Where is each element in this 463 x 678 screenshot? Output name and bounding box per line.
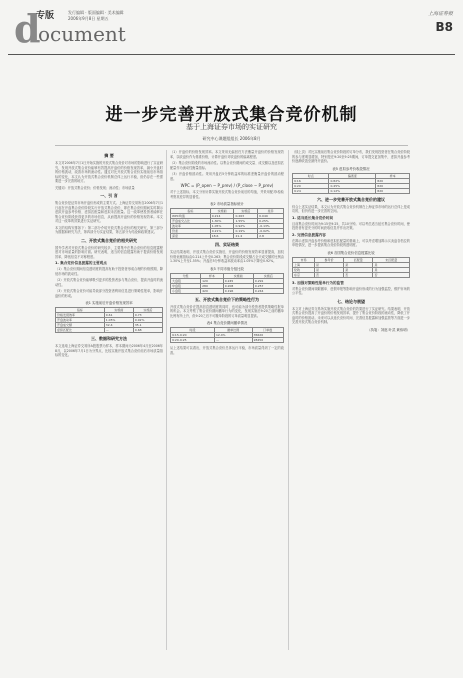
table-cell: 是 bbox=[344, 267, 373, 272]
table-cell: 上海 bbox=[293, 262, 315, 267]
article-byline: 研究中心课题组组长 2006年8月 bbox=[202, 136, 261, 141]
brand-name: 上海证券报 bbox=[427, 11, 453, 17]
masthead-meta-2: 2006年9月8日 星期五 bbox=[68, 16, 109, 21]
table-cell: 1.05% bbox=[104, 318, 133, 323]
data-table bbox=[292, 173, 410, 194]
body-paragraph: 开放式集合竞价在提高信息透明度的同时，也可能为部分投资者提供策略性报单的机会。本文考察了集合竞价期间撤单行为的变化，发现实施后9:20之前的撤单比例有所上升，但9:20之后不可撤单阶段的订单质量明显提高。 bbox=[170, 304, 284, 318]
table-header-cell: 实施后 bbox=[133, 308, 162, 313]
table-cell: — bbox=[104, 328, 133, 333]
body-paragraph: （3）开盘价格波动性。采用开盘后5分钟收益率的标准差衡量开盘价的波动程度。 bbox=[170, 172, 284, 181]
table-caption: 表5 虚拟参考价收敛情况 bbox=[332, 166, 370, 171]
body-paragraph: 目前集合竞价时间为9:15至9:25，共10分钟。可以考虑适当延长集合竞价时间，使投资者有更充分的时间获取信息并作出决策。 bbox=[292, 221, 410, 230]
table-header-cell: 样本 bbox=[201, 273, 224, 278]
body-paragraph: 本文选取上海证券交易所A股股票为样本，样本期间为2006年4月至2006年8月，以2006年7月1日为分界点，比较实施开放式集合竞价前后市场质量指标的变化。 bbox=[55, 344, 163, 357]
table-header-cell: 实施前 bbox=[223, 273, 253, 278]
table-cell: 0.244 bbox=[253, 288, 283, 293]
table-cell: 0.19% bbox=[234, 229, 258, 234]
table-cell: 0.12% bbox=[329, 188, 376, 193]
data-table bbox=[55, 307, 163, 333]
body-paragraph: 对集合竞价期间频繁撤单、虚假申报等影响开盘价形成的行为加强监控，维护市场的公平性。 bbox=[292, 286, 410, 295]
article-title: 进一步完善开放式集合竞价机制 bbox=[105, 105, 358, 125]
table-cell: 中盘股 bbox=[171, 283, 201, 288]
article-subtitle: 基于上海证券市场的实证研究 bbox=[186, 123, 277, 131]
table-cell: 18.6 bbox=[210, 234, 234, 239]
section-heading: 七、结论与展望 bbox=[337, 298, 365, 304]
table-cell: 0.25% bbox=[258, 219, 284, 224]
masthead-divider bbox=[8, 54, 455, 55]
table-cell: 420 bbox=[201, 288, 224, 293]
table-cell: 0.263 bbox=[234, 214, 258, 219]
title-divider bbox=[55, 145, 408, 146]
table-cell: 开盘波动率 bbox=[56, 318, 105, 323]
table-cell: 9:15-9:20 bbox=[171, 333, 215, 338]
table-cell: 否 bbox=[314, 272, 343, 277]
table-header-cell: 实施前 bbox=[210, 209, 234, 214]
table-cell: 0.92% bbox=[133, 318, 162, 323]
table-caption: 表6 各国集合竞价信息披露比较 bbox=[327, 250, 375, 255]
section-heading: 四、实证结果 bbox=[215, 242, 239, 247]
table-header-cell: 样本 bbox=[376, 173, 410, 178]
table-caption: 表4 集合竞价期间撤单情况 bbox=[206, 321, 248, 325]
table-cell: 0.214 bbox=[210, 214, 234, 219]
table-cell: 0.257 bbox=[253, 283, 283, 288]
article-column-2 bbox=[170, 150, 284, 655]
table-cell: 0.049 bbox=[258, 214, 284, 219]
table-row bbox=[171, 338, 284, 343]
table-cell: 是 bbox=[314, 262, 343, 267]
table-header-cell: 参考价 bbox=[314, 257, 343, 262]
body-paragraph: 本文对2006年7月1日开始实施的开放式集合竞价对市场的影响进行了实证研究，发现开放式集合竞价能够有效提高开盘价的价格发现效率，减小开盘时的价格波动，改善市场的流动性。通过对比开放式集合竞价实施前后市场指标的变化，本文认为开放式集合竞价机制总体上运行平稳，但仍存在一些需要进一步完善的地方。 bbox=[55, 161, 163, 183]
table-cell: 开盘成交占比 bbox=[171, 219, 211, 224]
subsection-heading: 1. 适当延长集合竞价时间 bbox=[292, 215, 334, 220]
table-cell: 是 bbox=[373, 262, 410, 267]
table-row bbox=[56, 328, 163, 333]
table-caption: 表1 实施前后开盘价格发现效率 bbox=[85, 301, 133, 305]
body-paragraph: 在揭示虚拟开盘参考价格和虚拟匹配量的基础上，可以考虑增加揭示买卖盘各档位的申报情况，进一步提高集合竞价阶段的透明度。 bbox=[292, 238, 410, 247]
table-header-cell: 指标 bbox=[56, 308, 105, 313]
section-heading: 六、进一步完善开放式集合竞价的建议 bbox=[317, 196, 385, 202]
table-cell: 9:24 bbox=[293, 188, 329, 193]
table-header-cell: 偏离度 bbox=[329, 173, 376, 178]
section-heading: 二、开放式集合竞价的相关研究 bbox=[81, 237, 137, 243]
table-cell: 深度 bbox=[171, 234, 211, 239]
table-cell: 9:16 bbox=[293, 178, 329, 183]
table-cell: 虚拟匹配比 bbox=[56, 328, 105, 333]
table-cell: 小盘股 bbox=[171, 288, 201, 293]
subsection-heading: 3. 加强对策略性报单行为的监管 bbox=[292, 280, 344, 285]
table-cell: -0.13% bbox=[258, 224, 284, 229]
table-cell: 开盘成交额 bbox=[56, 323, 105, 328]
table-header-cell: 撤单比例 bbox=[214, 328, 252, 333]
section-heading: 一、引 言 bbox=[100, 193, 118, 198]
table-cell: 21.4 bbox=[234, 234, 258, 239]
body-paragraph: 对于上述指标，本文分别计算实施开放式集合竞价前后的均值，并采用配对t检验考察其差异的显著性。 bbox=[170, 190, 284, 199]
table-cell: 820 bbox=[376, 183, 410, 188]
body-paragraph: 从上述结果可以看出，开放式集合竞价总体运行平稳，市场质量得到了一定的改善。 bbox=[170, 346, 284, 355]
table-header-cell: 指标 bbox=[171, 209, 211, 214]
body-paragraph: （3）开放式集合竞价可能导致部分投资者利用信息进行策略性报单，影响开盘价的形成。 bbox=[55, 289, 163, 298]
table-cell: 0.245 bbox=[223, 278, 253, 283]
table-row bbox=[293, 188, 410, 193]
table-cell: 12.4% bbox=[214, 333, 252, 338]
table-caption: 表2 市场质量指标统计 bbox=[210, 202, 244, 206]
table-cell: 0.68 bbox=[133, 328, 162, 333]
table-cell: 1.05% bbox=[210, 224, 234, 229]
table-cell: 是 bbox=[344, 262, 373, 267]
table-cell: 2.8 bbox=[258, 234, 284, 239]
table-cell: 0.61 bbox=[104, 313, 133, 318]
subsection-heading: 1. 集合竞价信息披露的主要观点 bbox=[55, 261, 107, 265]
table-header-cell: 实施后 bbox=[253, 273, 283, 278]
table-cell: 0.208 bbox=[223, 283, 253, 288]
table-cell: 0.92% bbox=[234, 224, 258, 229]
body-paragraph: 综合上述实证结果，本文认为开放式集合竞价机制在上海证券市场的运行总体上是成功的，但仍有进一步完善的空间。 bbox=[292, 204, 410, 213]
table-cell: 35620 bbox=[252, 333, 283, 338]
table-cell: 280 bbox=[201, 283, 224, 288]
author-signature: （执笔：刘逖 叶武 黄伟明） bbox=[367, 327, 410, 332]
table-cell: 东京 bbox=[293, 272, 315, 277]
page-number: B8 bbox=[435, 20, 453, 34]
table-cell: 0.21% bbox=[210, 229, 234, 234]
formula: WPC = (P_open − P_prev) / (P_close − P_prev) bbox=[180, 183, 274, 188]
table-header-cell: 实施前 bbox=[104, 308, 133, 313]
table-header-cell: 实施后 bbox=[234, 209, 258, 214]
table-row bbox=[171, 234, 284, 239]
body-paragraph: 本文的结构安排如下：第二部分介绍开放式集合竞价的相关研究，第三部分为数据和研究方法，第四部分为实证结果，第五部分为结论和政策建议。 bbox=[55, 225, 163, 234]
table-cell: 28450 bbox=[252, 338, 283, 343]
column-divider bbox=[166, 150, 167, 650]
table-cell: 是 bbox=[314, 267, 343, 272]
table-cell: -0.02% bbox=[258, 229, 284, 234]
table-caption: 表3 不同市值分组比较 bbox=[210, 266, 244, 271]
body-paragraph: 实证结果表明，开放式集合竞价实施后，开盘价的价格发现效率显著提高，加权价格贡献指标由0.214上升至0.263；集合竞价阶段成交额占全天成交额的比例由1.30%上升至1.55%；开盘后5分钟收益率波动率由1.05%下降至0.92%。 bbox=[170, 250, 284, 263]
body-paragraph: （续上页）对比实施前后集合竞价阶段的订单分布，我们发现投资者在集合竞价阶段的参与度明显增加，特别是在9:20至9:25期间，订单提交更加集中，虚拟开盘参考价逐渐收敛至最终开盘价。 bbox=[292, 150, 410, 163]
table-cell: 价格发现效率 bbox=[56, 313, 105, 318]
data-table bbox=[170, 273, 284, 294]
table-cell: 1.30% bbox=[210, 219, 234, 224]
table-row bbox=[293, 173, 410, 178]
masthead-logo-d: d bbox=[14, 6, 41, 51]
body-paragraph: （2）开放式集合竞价能够吸引更多的投资者参与集合竞价，提高开盘时的流动性。 bbox=[55, 278, 163, 287]
table-header-cell: 市场 bbox=[293, 257, 315, 262]
table-cell: 35.1 bbox=[133, 323, 162, 328]
table-header-cell: 时点 bbox=[293, 173, 329, 178]
column-divider bbox=[288, 150, 289, 650]
body-paragraph: 集合竞价是证券市场开盘价形成的主要方式。上海证券交易所自2006年7月1日起在开盘集合竞价阶段实行开放式集合竞价，即在集合竞价期间实时揭示虚拟开盘参考价格、虚拟匹配量和虚拟未匹配量。这一改革使投资者能够在集合竞价阶段获得更多的市场信息，从而提高开盘价的价格发现效率。本文对这一改革的效果进行实证研究。 bbox=[55, 201, 163, 223]
masthead-logo-ocument: ocument bbox=[38, 22, 126, 46]
table-header-cell: 分组 bbox=[171, 273, 201, 278]
table-header-cell: 未匹配量 bbox=[373, 257, 410, 262]
table-header-cell: 订单数 bbox=[252, 328, 283, 333]
table-cell: 大盘股 bbox=[171, 278, 201, 283]
body-paragraph: 国外学者对开放式集合竞价的研究较多，主要集中在集合竞价的信息披露程度对市场质量的影响方面。研究表明，适当的信息披露有助于提高价格发现效率，降低信息不对称程度。 bbox=[55, 245, 163, 259]
table-cell: 伦敦 bbox=[293, 267, 315, 272]
section-heading: 摘 要 bbox=[104, 153, 114, 158]
table-header-cell: 时段 bbox=[171, 328, 215, 333]
table-cell: 120 bbox=[201, 278, 224, 283]
table-cell: 1.55% bbox=[234, 219, 258, 224]
table-cell: 32.4 bbox=[104, 323, 133, 328]
masthead bbox=[8, 6, 455, 56]
table-cell: 0.196 bbox=[223, 288, 253, 293]
data-table bbox=[170, 327, 284, 343]
table-row bbox=[293, 272, 410, 277]
table-cell: 0.45% bbox=[329, 183, 376, 188]
body-paragraph: 关键词：开放式集合竞价；价格发现；流动性；市场质量 bbox=[55, 185, 135, 190]
table-header-cell: 匹配量 bbox=[344, 257, 373, 262]
section-label: 专版 bbox=[36, 11, 55, 21]
section-heading: 三、数据和研究方法 bbox=[91, 336, 127, 341]
table-cell: 价差 bbox=[171, 229, 211, 234]
article-column-1 bbox=[55, 150, 163, 655]
article-column-3 bbox=[292, 150, 410, 655]
subsection-heading: 2. 完善信息披露内容 bbox=[292, 232, 326, 237]
table-cell: 9:20 bbox=[293, 183, 329, 188]
data-table bbox=[170, 208, 284, 239]
table-header-cell: 差异 bbox=[258, 209, 284, 214]
table-cell: 0.73 bbox=[133, 313, 162, 318]
data-table bbox=[292, 257, 410, 278]
table-cell: 否 bbox=[344, 272, 373, 277]
table-cell: 0.82% bbox=[329, 178, 376, 183]
body-paragraph: （1）开盘价的价格发现效率。本文采用无偏回归方法衡量开盘价的价格发现效率，以收盘价作为基准价格，计算开盘价对收盘价的偏离程度。 bbox=[170, 150, 284, 159]
table-cell: 0.291 bbox=[253, 278, 283, 283]
table-row bbox=[171, 288, 284, 293]
body-paragraph: （1）集合竞价期间信息透明度的提高有助于投资者形成合理的价格预期，降低市场的波动性。 bbox=[55, 267, 163, 276]
table-cell: 820 bbox=[376, 178, 410, 183]
table-cell: 9:20-9:25 bbox=[171, 338, 215, 343]
table-cell: 否 bbox=[373, 272, 410, 277]
body-paragraph: 本文对上海证券交易所实施开放式集合竞价的效果进行了实证研究。结果表明，开放式集合竞价提高了开盘价的价格发现效率，提升了集合竞价阶段的流动性，降低了开盘时的价格波动。未来可以从延长竞价时间、完善信息披露和加强监管等方面进一步完善开放式集合竞价机制。 bbox=[292, 306, 410, 324]
section-heading: 五、开放式集合竞价下的策略性行为 bbox=[195, 296, 259, 302]
table-cell: 波动率 bbox=[171, 224, 211, 229]
table-cell: WPC均值 bbox=[171, 214, 211, 219]
body-paragraph: （2）集合竞价阶段的市场流动性。以集合竞价期间的成交量、成交额以及虚拟匹配量作为流动性衡量指标。 bbox=[170, 161, 284, 170]
table-cell: — bbox=[214, 338, 252, 343]
table-cell: 820 bbox=[376, 188, 410, 193]
table-cell: 是 bbox=[373, 267, 410, 272]
masthead-meta-1: 发行编辑 · 版面编辑 · 美术编辑 bbox=[68, 10, 124, 15]
